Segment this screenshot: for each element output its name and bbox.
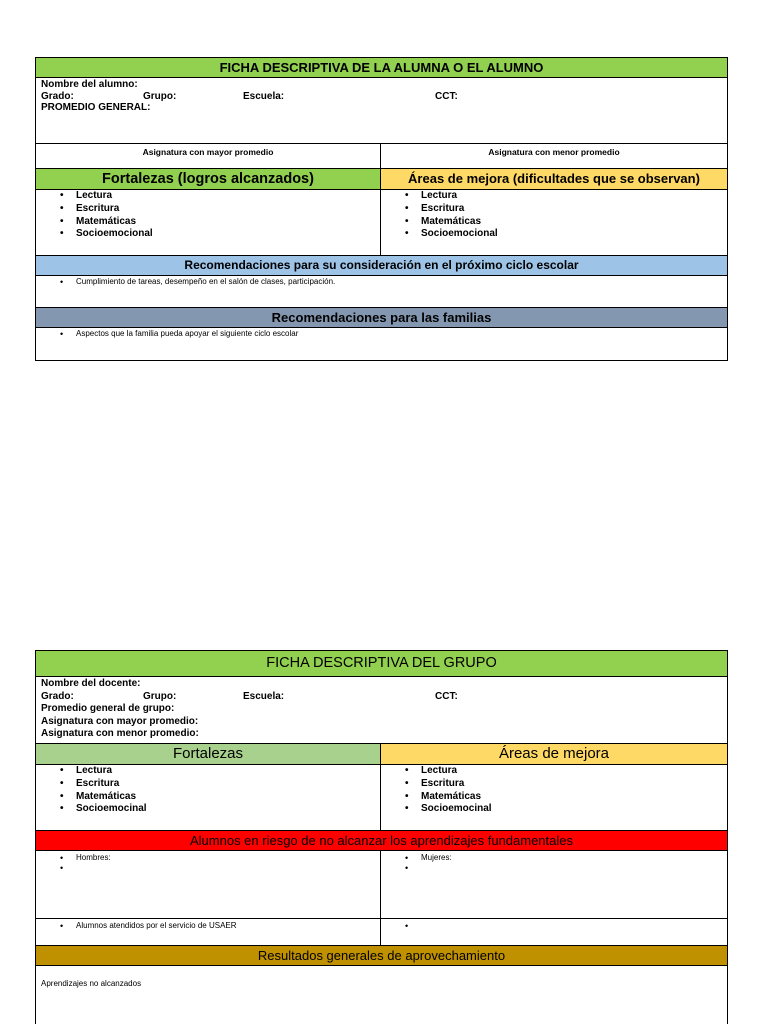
resultados-cell [36, 966, 727, 1025]
mujeres-label: • Mujeres: [421, 853, 727, 863]
fortalezas-title: Fortalezas [36, 744, 381, 764]
mayor-promedio-label: Asignatura con mayor promedio: [41, 715, 199, 727]
fortalezas-title: Fortalezas (logros alcanzados) [36, 169, 381, 189]
ficha-grupo [35, 650, 728, 1024]
mayor-promedio-label: Asignatura con mayor promedio [36, 144, 381, 168]
mejora-title: Áreas de mejora (dificultades que se observan) [381, 169, 727, 189]
list-item: • Socioemocinal [76, 803, 380, 816]
cct-label: CCT: [435, 690, 458, 702]
fortalezas-mejora-header [36, 744, 727, 765]
escuela-label: Escuela: [243, 90, 285, 102]
ficha-alumno-title: FICHA DESCRIPTIVA DE LA ALUMNA O EL ALUMNO [36, 58, 727, 78]
resultados-title: Resultados generales de aprovechamiento [36, 946, 727, 966]
nombre-alumno-label: Nombre del alumno: [41, 79, 138, 90]
list-item: • Matemáticas [76, 216, 380, 229]
mujeres-cell [381, 851, 727, 918]
recomendaciones-familias-cell [36, 328, 727, 360]
list-item: • Escritura [421, 203, 727, 216]
list-item: • Escritura [76, 203, 380, 216]
aprendizajes-no-alcanzados-label: Aprendizajes no alcanzados [41, 979, 142, 988]
menor-promedio-label: Asignatura con menor promedio: [41, 728, 199, 740]
usaer-label: • Alumnos atendidos por el servicio de USAER [76, 921, 380, 931]
usaer-right-cell [381, 919, 727, 945]
list-item: • Socioemocinal [421, 803, 727, 816]
hombres-label: • Hombres: [76, 853, 380, 863]
mejora-list-cell [381, 765, 727, 830]
mejora-list [381, 190, 727, 241]
recomendaciones-ciclo-title: Recomendaciones para su consideración en el próximo ciclo escolar [36, 256, 727, 276]
fortalezas-mejora-header [36, 169, 727, 190]
list-item [76, 863, 380, 873]
fortalezas-mejora-lists [36, 765, 727, 831]
mejora-title: Áreas de mejora [381, 744, 727, 764]
list-item: • Lectura [76, 190, 380, 203]
ficha-alumno [35, 57, 728, 361]
riesgo-title: Alumnos en riesgo de no alcanzar los aprendizajes fundamentales [36, 831, 727, 851]
list-item: • Matemáticas [421, 791, 727, 804]
ficha-grupo-title: FICHA DESCRIPTIVA DEL GRUPO [36, 651, 727, 677]
list-item: • Lectura [421, 765, 727, 778]
list-item: • Matemáticas [76, 791, 380, 804]
list-item: • Matemáticas [421, 216, 727, 229]
promedio-grupo-label: Promedio general de grupo: [41, 703, 175, 715]
list-item: • Lectura [76, 765, 380, 778]
recomendaciones-familias-title: Recomendaciones para las familias [36, 308, 727, 328]
list-item [421, 863, 727, 873]
nombre-docente-label: Nombre del docente: [41, 678, 141, 689]
grupo-label: Grupo: [143, 90, 177, 102]
grado-label: Grado: [41, 690, 74, 702]
list-item: • Socioemocional [421, 228, 727, 241]
usaer-row [36, 919, 727, 946]
recomendaciones-ciclo-cell [36, 276, 727, 308]
fortalezas-list-cell [36, 190, 381, 255]
list-item: • Escritura [421, 778, 727, 791]
list-item [421, 921, 727, 931]
hombres-cell [36, 851, 381, 918]
fortalezas-list [36, 765, 380, 816]
escuela-label: Escuela: [243, 690, 285, 702]
grupo-label: Grupo: [143, 690, 177, 702]
fortalezas-list-cell [36, 765, 381, 830]
list-item: • Escritura [76, 778, 380, 791]
recomendaciones-ciclo-item: • Cumplimiento de tareas, desempeño en el salón de clases, participación. [76, 277, 727, 287]
list-item: • Socioemocional [76, 228, 380, 241]
usaer-cell [36, 919, 381, 945]
recomendaciones-familias-item: • Aspectos que la familia pueda apoyar el siguiente ciclo escolar [76, 329, 727, 339]
grado-label: Grado: [41, 90, 74, 102]
mejora-list-cell [381, 190, 727, 255]
promedio-general-label: PROMEDIO GENERAL: [41, 102, 151, 113]
fortalezas-list [36, 190, 380, 241]
menor-promedio-label: Asignatura con menor promedio [488, 147, 620, 157]
riesgo-row [36, 851, 727, 919]
cct-label: CCT: [435, 90, 458, 102]
grupo-info [36, 677, 727, 744]
mejora-list [381, 765, 727, 816]
list-item: • Lectura [421, 190, 727, 203]
fortalezas-mejora-lists [36, 190, 727, 256]
asignaturas-row [36, 144, 727, 169]
alumno-info [36, 78, 727, 144]
